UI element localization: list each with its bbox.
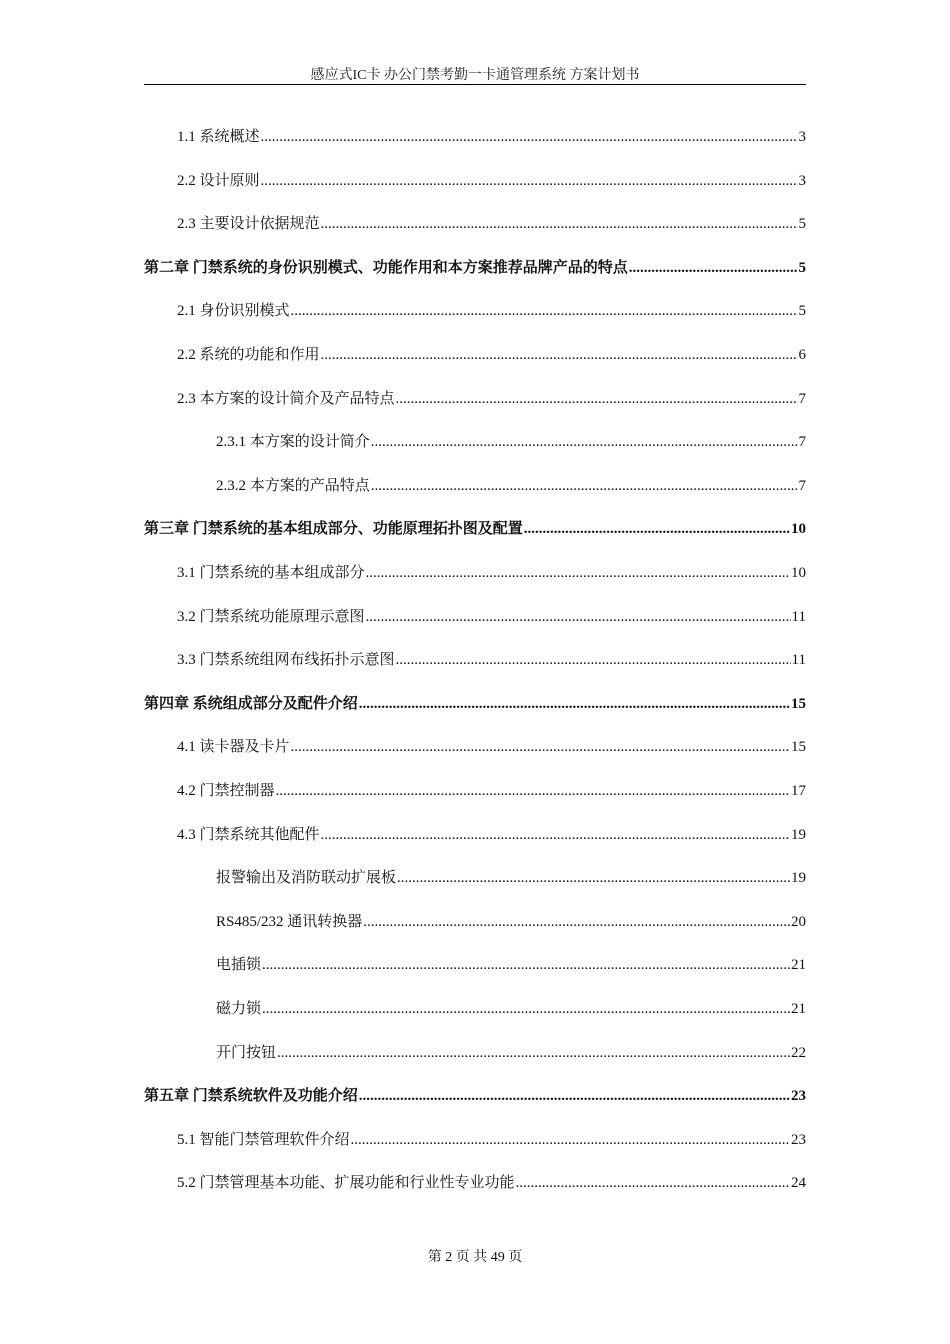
toc-chapter-entry[interactable] — [144, 1084, 806, 1108]
toc-entry-label: 3.2 门禁系统功能原理示意图 — [177, 609, 365, 625]
toc-entry-label: 5.1 智能门禁管理软件介绍 — [177, 1132, 350, 1148]
toc-leader-dots — [262, 997, 790, 1021]
toc-page-number: 11 — [791, 652, 806, 668]
toc-entry[interactable] — [177, 561, 806, 585]
toc-entry-label: 2.3.1 本方案的设计简介 — [216, 434, 370, 450]
toc-entry-label: 2.3.2 本方案的产品特点 — [216, 478, 370, 494]
toc-entry[interactable] — [177, 823, 806, 847]
toc-leader-dots — [321, 823, 790, 847]
toc-entry[interactable] — [216, 1041, 806, 1065]
toc-entry-label: 2.1 身份识别模式 — [177, 303, 290, 319]
toc-leader-dots — [277, 1041, 790, 1065]
toc-entry-label: 磁力锁 — [216, 1001, 262, 1017]
toc-entry-label: 第四章 系统组成部分及配件介绍 — [144, 696, 358, 712]
toc-entry[interactable] — [177, 299, 806, 323]
toc-page-number: 15 — [791, 696, 806, 712]
toc-entry-label: 2.3 主要设计依据规范 — [177, 216, 320, 232]
toc-entry[interactable] — [177, 212, 806, 236]
toc-leader-dots — [516, 1171, 790, 1195]
toc-entry[interactable] — [177, 735, 806, 759]
toc-page-number: 7 — [798, 391, 806, 407]
toc-entry-label: 4.3 门禁系统其他配件 — [177, 827, 320, 843]
toc-entry[interactable] — [177, 605, 806, 629]
toc-entry-label: 第三章 门禁系统的基本组成部分、功能原理拓扑图及配置 — [144, 521, 523, 537]
toc-page-number: 24 — [791, 1175, 806, 1191]
toc-leader-dots — [363, 910, 790, 934]
toc-chapter-entry[interactable] — [144, 517, 806, 541]
toc-page-number: 22 — [791, 1045, 806, 1061]
toc-page-number: 3 — [798, 129, 806, 145]
toc-entry-label: 2.3 本方案的设计简介及产品特点 — [177, 391, 395, 407]
toc-page-number: 7 — [798, 478, 806, 494]
toc-entry[interactable] — [216, 474, 806, 498]
toc-page-number: 5 — [798, 260, 806, 276]
toc-entry-label: RS485/232 通讯转换器 — [216, 914, 363, 930]
toc-entry-label: 1.1 系统概述 — [177, 129, 260, 145]
toc-leader-dots — [276, 779, 790, 803]
toc-page-number: 23 — [791, 1132, 806, 1148]
toc-leader-dots — [371, 430, 798, 454]
toc-page-number: 5 — [798, 216, 806, 232]
page-footer: 第 2 页 共 49 页 — [427, 1250, 523, 1265]
toc-entry-label: 3.1 门禁系统的基本组成部分 — [177, 565, 365, 581]
toc-entry[interactable] — [216, 997, 806, 1021]
toc-leader-dots — [261, 125, 798, 149]
toc-page-number: 19 — [791, 827, 806, 843]
toc-leader-dots — [397, 866, 790, 890]
toc-leader-dots — [524, 517, 790, 541]
toc-leader-dots — [371, 474, 798, 498]
toc-leader-dots — [291, 735, 790, 759]
toc-entry-label: 5.2 门禁管理基本功能、扩展功能和行业性专业功能 — [177, 1175, 515, 1191]
toc-page-number: 6 — [798, 347, 806, 363]
toc-leader-dots — [396, 387, 798, 411]
toc-leader-dots — [321, 212, 798, 236]
toc-entry-label: 开门按钮 — [216, 1045, 277, 1061]
toc-entry[interactable] — [177, 125, 806, 149]
toc-leader-dots — [351, 1128, 790, 1152]
toc-page-number: 20 — [791, 914, 806, 930]
toc-page-number: 21 — [791, 1001, 806, 1017]
toc-entry[interactable] — [177, 343, 806, 367]
toc-leader-dots — [261, 169, 798, 193]
toc-entry[interactable] — [216, 910, 806, 934]
toc-page-number: 11 — [791, 609, 806, 625]
toc-entry-label: 第五章 门禁系统软件及功能介绍 — [144, 1088, 358, 1104]
toc-page-number: 10 — [791, 521, 806, 537]
toc-entry[interactable] — [177, 387, 806, 411]
toc-leader-dots — [629, 256, 798, 280]
toc-page-number: 19 — [791, 870, 806, 886]
toc-leader-dots — [366, 605, 791, 629]
toc-entry-label: 电插锁 — [216, 957, 262, 973]
toc-entry[interactable] — [177, 779, 806, 803]
toc-page-number: 21 — [791, 957, 806, 973]
toc-page-number: 3 — [798, 173, 806, 189]
toc-page-number: 23 — [791, 1088, 806, 1104]
toc-entry-label: 2.2 设计原则 — [177, 173, 260, 189]
page-header-title: 感应式IC卡 办公门禁考勤一卡通管理系统 方案计划书 — [310, 68, 640, 83]
toc-chapter-entry[interactable] — [144, 256, 806, 280]
toc-entry[interactable] — [177, 1128, 806, 1152]
toc-entry[interactable] — [177, 169, 806, 193]
toc-leader-dots — [359, 1084, 790, 1108]
toc-entry-label: 3.3 门禁系统组网布线拓扑示意图 — [177, 652, 395, 668]
toc-leader-dots — [359, 692, 790, 716]
toc-entry-label: 报警输出及消防联动扩展板 — [216, 870, 397, 886]
toc-entry[interactable] — [216, 953, 806, 977]
toc-leader-dots — [366, 561, 790, 585]
toc-entry[interactable] — [216, 430, 806, 454]
toc-entry-label: 4.2 门禁控制器 — [177, 783, 275, 799]
toc-page-number: 15 — [791, 739, 806, 755]
toc-entry[interactable] — [177, 1171, 806, 1195]
toc-entry[interactable] — [177, 648, 806, 672]
toc-page-number: 5 — [798, 303, 806, 319]
toc-chapter-entry[interactable] — [144, 692, 806, 716]
toc-page-number: 10 — [791, 565, 806, 581]
toc-page-number: 17 — [791, 783, 806, 799]
toc-leader-dots — [262, 953, 790, 977]
toc-entry[interactable] — [216, 866, 806, 890]
toc-entry-label: 第二章 门禁系统的身份识别模式、功能作用和本方案推荐品牌产品的特点 — [144, 260, 628, 276]
toc-entry-label: 4.1 读卡器及卡片 — [177, 739, 290, 755]
toc-page-number: 7 — [798, 434, 806, 450]
toc-leader-dots — [396, 648, 791, 672]
toc-leader-dots — [321, 343, 798, 367]
toc-entry-label: 2.2 系统的功能和作用 — [177, 347, 320, 363]
toc-leader-dots — [291, 299, 798, 323]
